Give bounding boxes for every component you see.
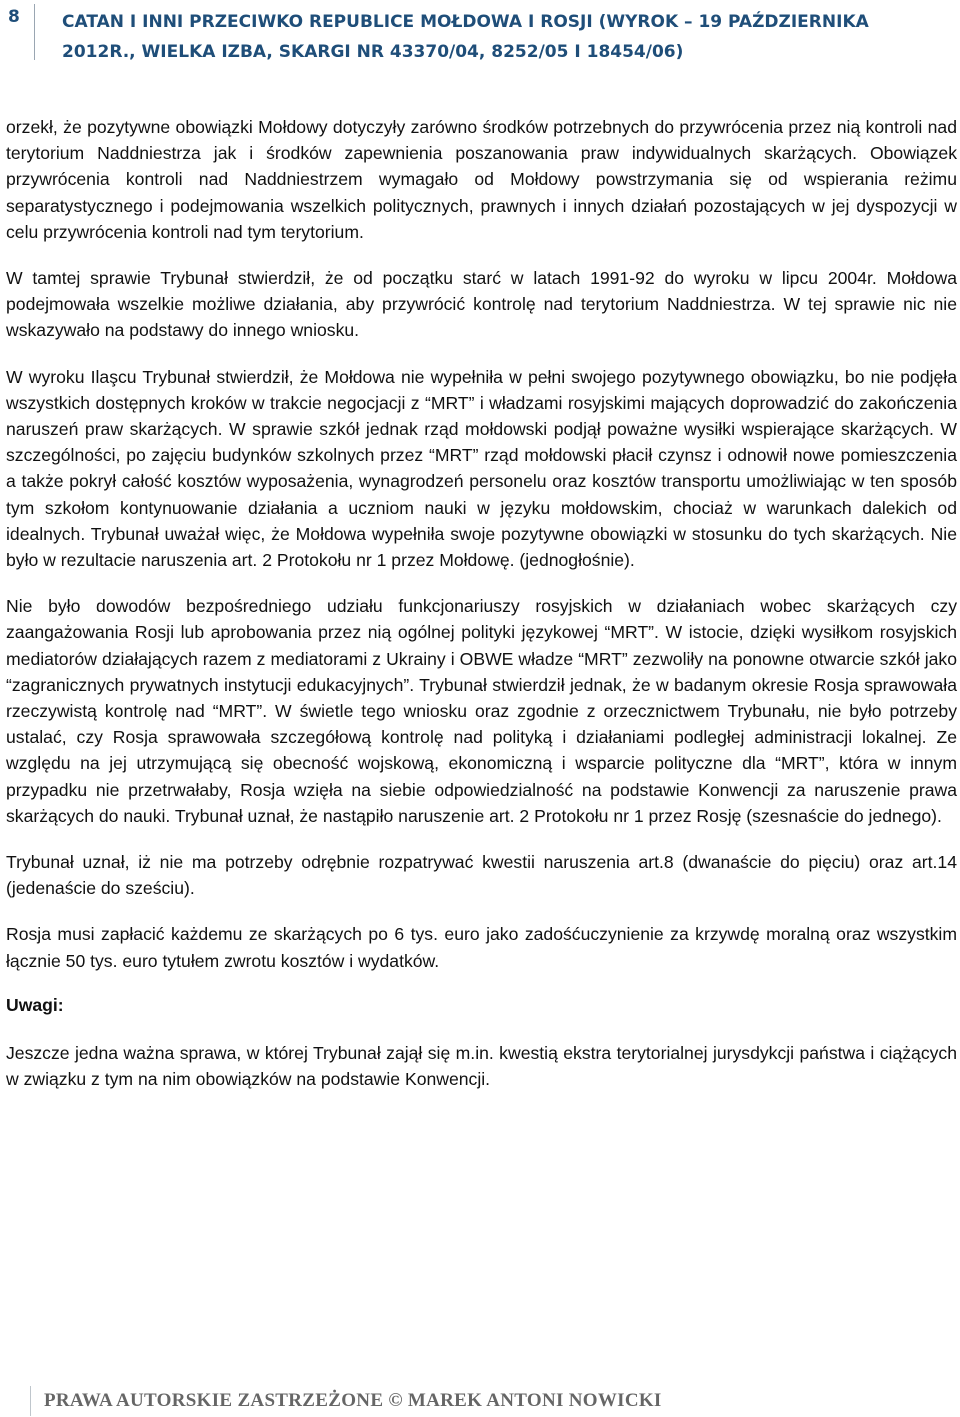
footer-divider <box>30 1386 31 1416</box>
paragraph-1: orzekł, że pozytywne obowiązki Mołdowy dotyczyły zarówno środków potrzebnych do przywrócenia przez nią kontroli nad terytorium Naddniestrza jak i środków zapewnienia poszanowania praw indywidualnych skarżących. Obowiązek przywrócenia kontroli nad Naddniestrzem wymagało od Mołdowy powstrzymania się od wspierania reżimu separatystycznego i podejmowania wszelkich politycznych, prawnych i innych działań pozostających w jej dyspozycji w celu przywrócenia kontroli nad tym terytorium. <box>6 117 957 242</box>
document-body <box>6 114 957 1113</box>
page-footer <box>0 1382 960 1417</box>
running-header-title: CATAN I INNI PRZECIWKO REPUBLICE MOŁDOWA I ROSJI (WYROK – 19 PAŹDZIERNIKA 2012R., WIELKA IZBA, SKARGI NR 43370/04, 8252/05 I 18454/06) <box>62 12 869 62</box>
paragraph-3: W wyroku Ilaşcu Trybunał stwierdził, że Mołdowa nie wypełniła w pełni swojego pozytywnego obowiązku, bo nie podjęła wszystkich dostępnych kroków w trakcie negocjacji z “MRT” i władzami rosyjskimi mających doprowadzić do zakończenia naruszeń praw skarżących. W sprawie szkół jednak rząd mołdowski podjął poważne wysiłki wspierające skarżących. W szczególności, po zajęciu budynków szkolnych przez “MRT” rząd mołdowski płacił czynsz i odnowił nowe pomieszczenia a także pokrył całość kosztów wyposażenia, wynagrodzeń personelu oraz kosztów transportu umożliwiając w ten sposób tym szkołom kontynuowanie działania a uczniom nauki w języku mołdowskim, chociaż w warunkach dalekich od idealnych. Trybunał uważał więc, że Mołdowa wypełniła swoje pozytywne obowiązki w stosunku do tych skarżących. Nie było w rezultacie naruszenia art. 2 Protokołu nr 1 przez Mołdowę. (jednogłośnie). <box>6 366 957 571</box>
paragraph-6: Rosja musi zapłacić każdemu ze skarżących po 6 tys. euro jako zadośćuczynienie za krzywdę moralną oraz wszystkim łącznie 50 tys. euro tytułem zwrotu kosztów i wydatków. <box>6 924 957 971</box>
paragraph-2: W tamtej sprawie Trybunał stwierdził, że od początku starć w latach 1991-92 do wyroku w lipcu 2004r. Mołdowa podejmowała wszelkie możliwe działania, aby przywrócić kontrolę nad terytorium Naddniestrza. W tej sprawie nic nie wskazywało na podstawy do innego wniosku. <box>6 268 957 341</box>
page-header <box>0 0 960 62</box>
header-divider <box>34 4 35 60</box>
notes-heading: Uwagi: <box>6 994 64 1015</box>
notes-text: Jeszcze jedna ważna sprawa, w której Trybunał zajął się m.in. kwestią ekstra terytorialnej jurysdykcji państwa i ciążących w związku z tym na nim obowiązków na podstawie Konwencji. <box>6 1043 957 1090</box>
paragraph-4: Nie było dowodów bezpośredniego udziału funkcjonariuszy rosyjskich w działaniach wobec skarżących czy zaangażowania Rosji lub aprobowania przez nią ogólnej polityki językowej “MRT”. W istocie, dzięki wysiłkom rosyjskich mediatorów działających razem z mediatorami z Ukrainy i OBWE władze “MRT” zezwoliły na ponowne otwarcie szkół jako “zagranicznych prywatnych instytucji edukacyjnych”. Trybunał stwierdził jednak, że w badanym okresie Rosja sprawowała rzeczywistą kontrolę nad “MRT”. W świetle tego wniosku oraz zgodnie z orzecznictwem Trybunału, nie było potrzeby ustalać, czy Rosja sprawowała szczegółową kontrolę nad polityką i działaniami podległej administracji lokalnej. Ze względu na jej utrzymującą się obecność wojskową, ekonomiczną i wsparcie polityczne dla “MRT”, która w innym przypadku nie przetrwałaby, Rosja wzięła na siebie odpowiedzialność na podstawie Konwencji za naruszenie prawa skarżących do nauki. Trybunał uznał, że nastąpiło naruszenie art. 2 Protokołu nr 1 przez Rosję (szesnaście do jednego). <box>6 596 957 826</box>
page-number: 8 <box>8 7 20 27</box>
copyright-notice: PRAWA AUTORSKIE ZASTRZEŻONE © MAREK ANTONI NOWICKI <box>44 1390 662 1411</box>
paragraph-5: Trybunał uznał, iż nie ma potrzeby odrębnie rozpatrywać kwestii naruszenia art.8 (dwanaście do pięciu) oraz art.14 (jedenaście do sześciu). <box>6 852 957 899</box>
